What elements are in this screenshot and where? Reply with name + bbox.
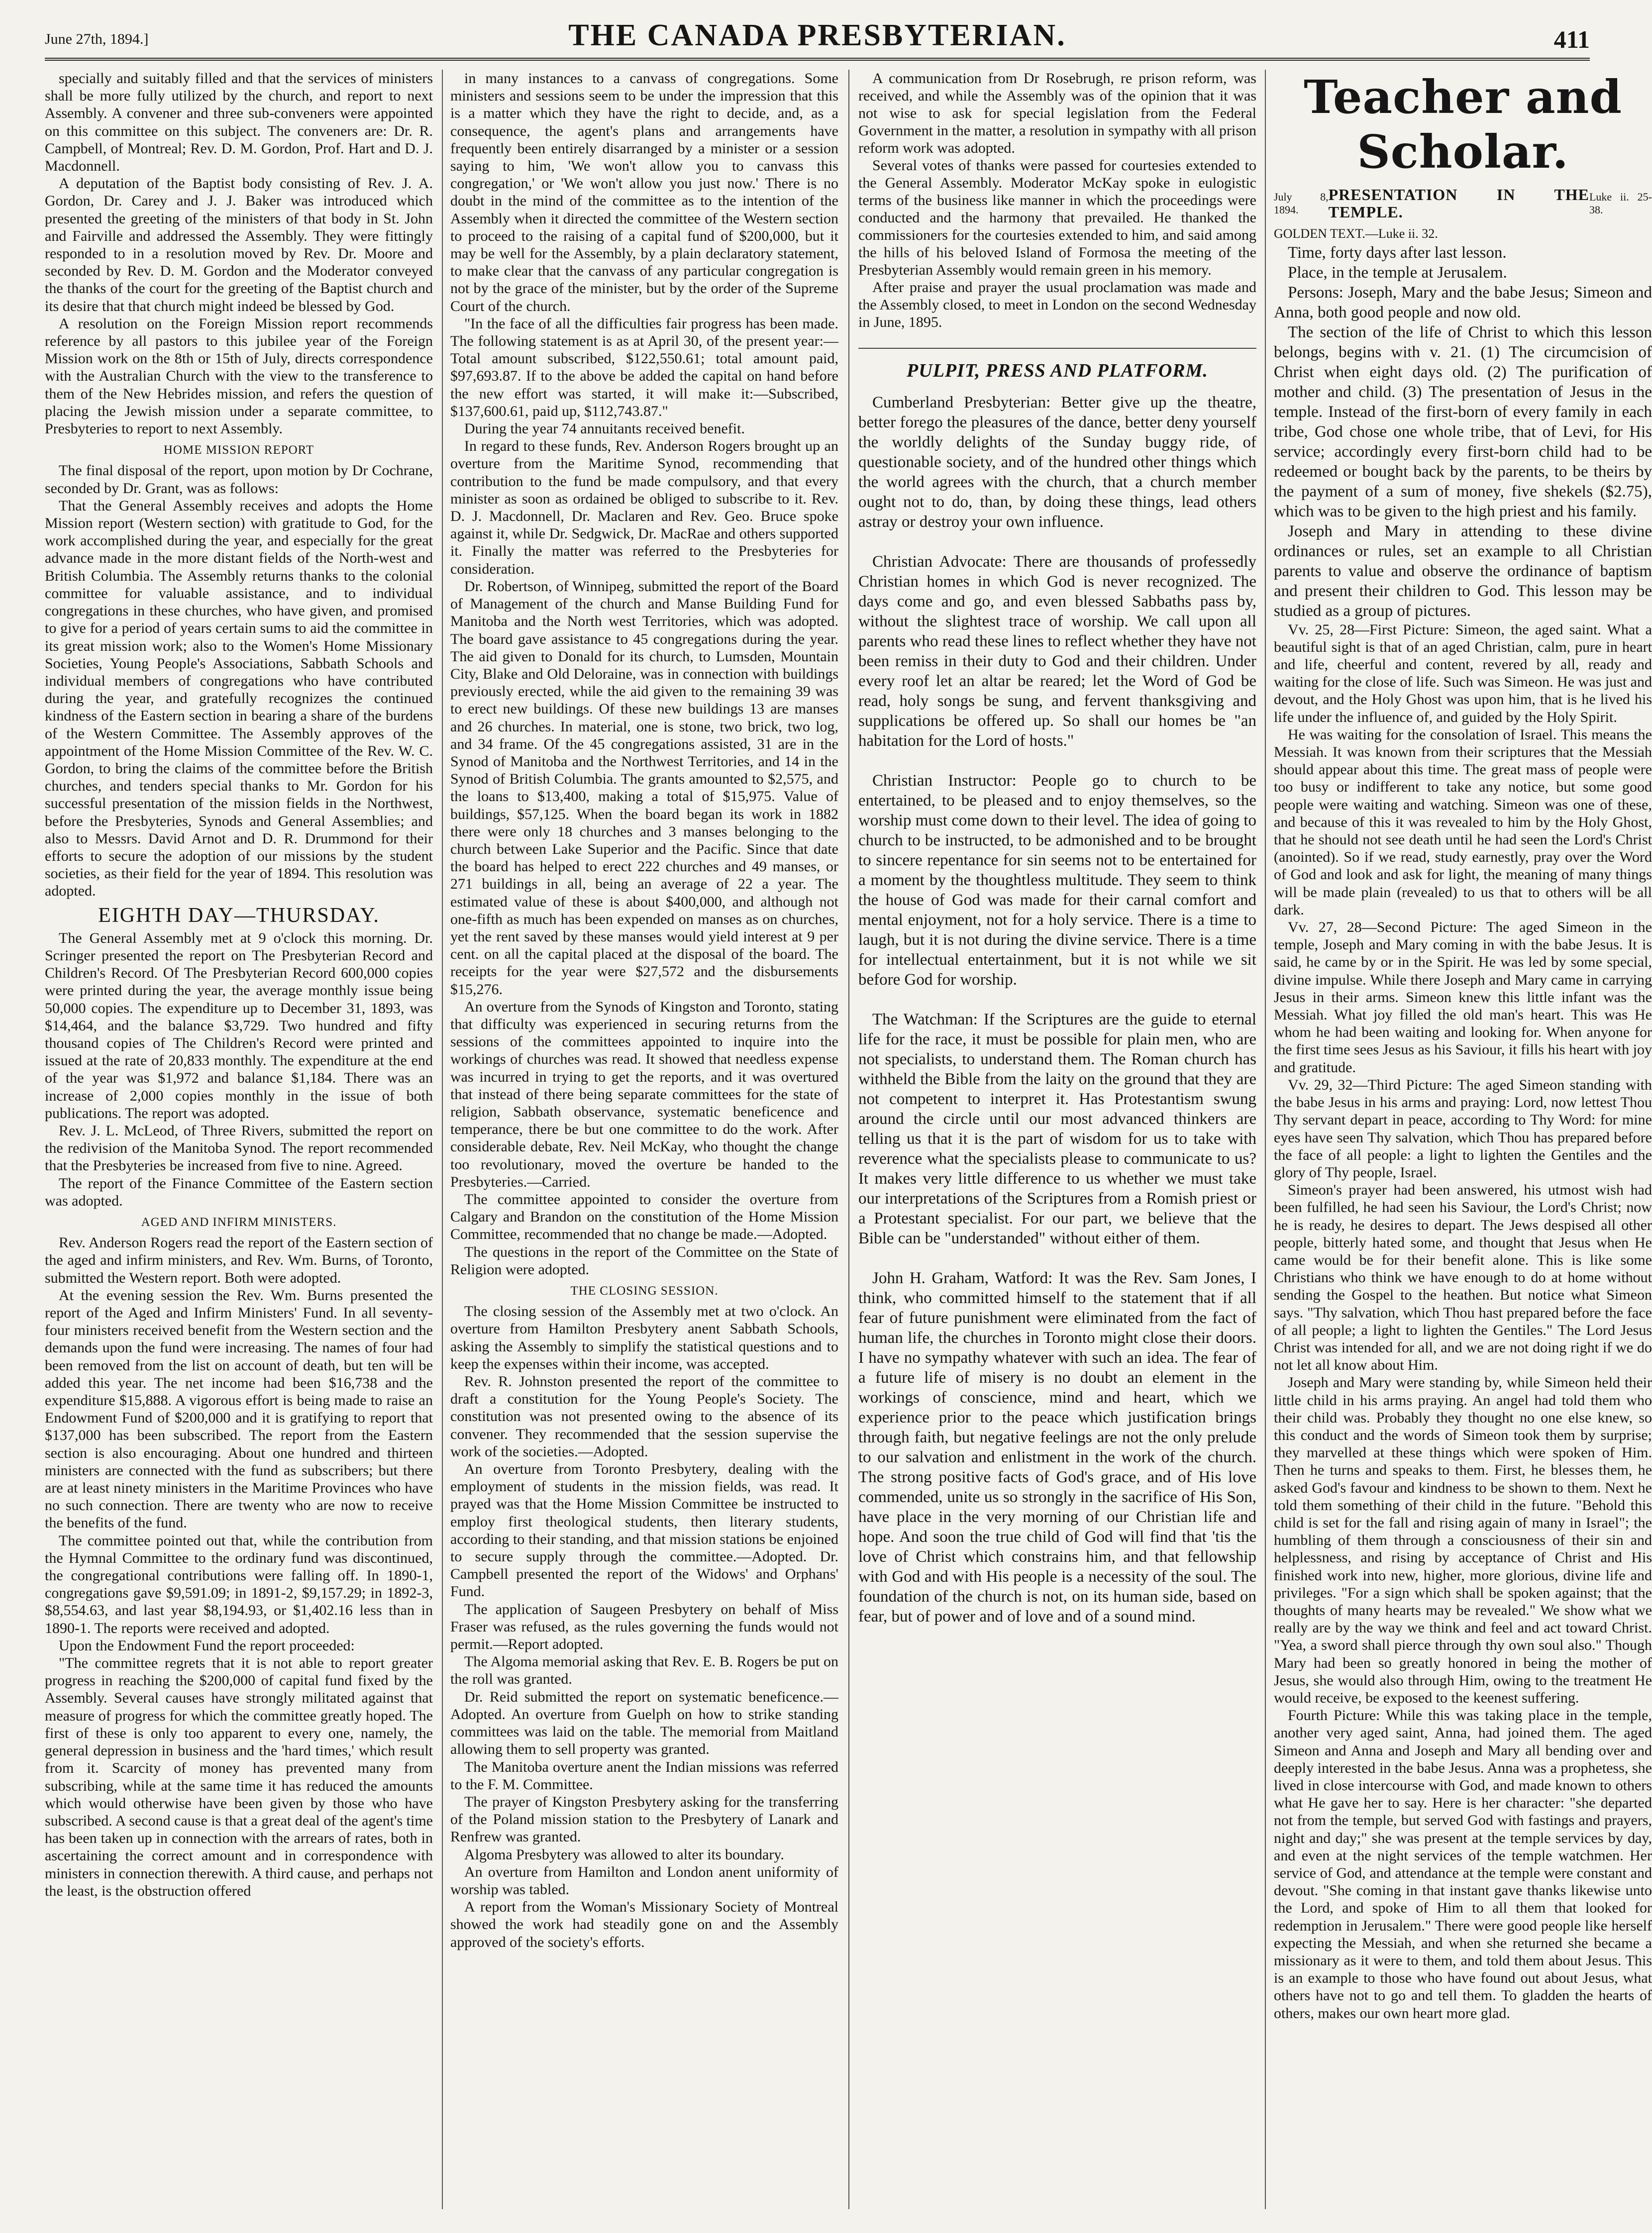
paragraph: During the year 74 annuitants received benefit. <box>464 420 745 437</box>
paragraph: The closing session of the Assembly met at two o'clock. An overture from Hamilton Presbytery anent Sabbath Schools, asking the Assembly to simplify the statistical questions and to keep the expenses within their income, was accepted. <box>450 1303 838 1372</box>
lesson-date: July 8, 1894. <box>1274 191 1329 216</box>
paragraph: In regard to these funds, Rev. Anderson Rogers brought up an overture from the Maritime Synod, recommending that contribution to the fund be made compulsory, and that every minister as soon as ordained be obliged to subscribe to it. Rev. D. J. Macdonnell, Dr. Maclaren and Rev. Geo. Bruce spoke against it, while Dr. Sedgwick, Dr. MacRae and others supported it. Finally the matter was referred to the Presbyteries for consideration. <box>450 438 838 577</box>
paragraph: A deputation of the Baptist body consisting of Rev. J. A. Gordon, Dr. Carey and J. J. Baker was introduced which presented the greeting of the ministers of that body in St. John and Fairville and addressed the Assembly. They were fittingly responded to in a resolution moved by Rev. Dr. Moore and seconded by Rev. D. M. Gordon and the Moderator conveyed the thanks of the court for the greeting of the Baptist church and its desire that that church might indeed be blessed by God. <box>45 175 433 314</box>
paragraph: An overture from Toronto Presbytery, dealing with the employment of students in the mission fields, was read. It prayed was that the Home Mission Committee be instructed to employ first theological students, then literary students, according to their standing, and that mission stations be enjoined to secure supply through the committee.—Adopted. Dr. Campbell presented the report of the Widows' and Orphans' Fund. <box>450 1461 838 1600</box>
paragraph: "In the face of all the difficulties fair progress has been made. The following statement is as at April 30, of the present year:—Total amount subscribed, $122,550.61; total amount paid, $97,693.87. If to the above be added the capital on hand before the new effort was started, it will make it:—Subscribed, $137,600.61, paid up, $112,743.87." <box>450 315 838 419</box>
department-title: Teacher and Scholar. <box>1304 70 1622 179</box>
paragraph: Persons: Joseph, Mary and the babe Jesus; Simeon and Anna, both good people and now old. <box>1274 283 1652 321</box>
paragraph: The application of Saugeen Presbytery on behalf of Miss Fraser was refused, as the rules governing the funds would not permit.—Report adopted. <box>450 1601 838 1653</box>
lesson-reference: Luke ii. 25-38. <box>1589 191 1652 216</box>
paragraph: Joseph and Mary in attending to these divine ordinances or rules, set an example to all Christian parents to value and observe the ordinance of baptism and present their children to God. This lesson may be studied as a group of pictures. <box>1274 522 1652 620</box>
paragraph: The committee pointed out that, while the contribution from the Hymnal Committee to the ordinary fund was discontinued, the congregational contributions were falling off. In 1890-1, congregations gave $9,591.09; in 1891-2, $9,157.29; in 1892-3, $8,554.63, and last year $8,194.93, or $1,402.16 less than in 1890-1. The reports were received and adopted. <box>45 1532 433 1636</box>
paragraph: The prayer of Kingston Presbytery asking for the transferring of the Poland mission station to the Presbytery of Lanark and Renfrew was granted. <box>450 1793 838 1845</box>
paragraph: An overture from the Synods of Kingston and Toronto, stating that difficulty was experienced in securing returns from the sessions of the committees appointed to inquire into the workings of churches was read. It showed that needless expense was incurred in trying to get the reports, and it was overtured that instead of there being separate committees for the state of religion, Sabbath observance, systematic beneficence and temperance, there be but one committee to do the work. After considerable debate, Rev. Neil McKay, who thought the change too revolutionary, moved the overture be handed to the Presbyteries.—Carried. <box>450 998 838 1190</box>
paragraph: Algoma Presbytery was allowed to alter its boundary. <box>464 1846 784 1863</box>
paragraph: Time, forty days after last lesson. <box>1288 243 1507 262</box>
column-rule <box>848 70 849 2209</box>
section-heading: PULPIT, PRESS AND PLATFORM. <box>858 348 1256 381</box>
column-3 <box>858 70 1256 2219</box>
paragraph: Vv. 25, 28—First Picture: Simeon, the aged saint. What a beautiful sight is that of an aged Christian, calm, pure in heart and life, cheerful and content, revered by all, ready and waiting for the close of life. Such was Simeon. He was just and devout, and the Holy Ghost was upon him, that is he lived his life under the influence of, and guided by the Holy Spirit. <box>1274 621 1652 725</box>
paragraph: Christian Advocate: There are thousands of professedly Christian homes in which God is never recognized. The days come and go, and even blessed Sabbaths pass by, without the slightest trace of worship. We call upon all parents who read these lines to reflect whether they have not been remiss in their duty to God and their children. Under every roof let an altar be reared; let the Word of God be read, holy songs be sung, and fervent thanksgiving and supplications be offered up. So shall our homes be "an habitation for the Lord of hosts." <box>858 553 1256 750</box>
column-1 <box>45 70 433 2219</box>
paragraph: A report from the Woman's Missionary Society of Montreal showed the work had steadily gone on and the Assembly approved of the society's efforts. <box>450 1899 838 1950</box>
paragraph: A resolution on the Foreign Mission report recommends reference by all pastors to this jubilee year of the Foreign Mission work on the 8th or 15th of July, directs correspondence with the Australian Church with the view to the transference to them of the New Hebrides mission, and refers the question of placing the Jewish mission under a separate committee, to Presbyteries to report to next Assembly. <box>45 315 433 437</box>
paragraph: The section of the life of Christ to which this lesson belongs, begins with v. 21. (1) The circumcision of Christ when eight days old. (2) The purification of mother and child. (3) The presentation of Jesus in the temple. Instead of the first-born of every family in each tribe, God chose one whole tribe, that of Levi, for His service; accordingly every first-born child had to be redeemed or bought back by the parents, to be theirs by the payment of a sum of money, five shekels ($2.75), which was to be given to the high priest and his family. <box>1274 323 1652 520</box>
paragraph: The final disposal of the report, upon motion by Dr Cochrane, seconded by Dr. Grant, was as follows: <box>45 462 433 497</box>
section-heading: HOME MISSION REPORT <box>163 443 314 457</box>
paragraph: A communication from Dr Rosebrugh, re prison reform, was received, and while the Assembly was of the opinion that it was not wise to ask for special legislation from the Federal Government in the matter, a resolution in sympathy with all prison reform work was adopted. <box>858 70 1256 156</box>
paragraph: Dr. Robertson, of Winnipeg, submitted the report of the Board of Management of the church and Manse Building Fund for Manitoba and the North west Territories, which was adopted. The board gave assistance to 45 congregations during the year. The aid given to Donald for its church, to Lumsden, Mountain City, Blake and Old Deloraine, was in connection with buildings previously erected, while the aid given to the remaining 39 was to erect new buildings. Of these new buildings 13 are manses and 26 churches. In material, one is stone, two brick, two log, and 34 frame. Of the 45 congregations assisted, 31 are in the Synod of Manitoba and the Northwest Territories, and 14 in the Synod of British Columbia. The grants amounted to $2,575, and the loans to $13,400, making a total of $15,975. Value of buildings, $57,125. When the board began its work in 1882 there were only 18 churches and 3 manses belonging to the church between Lake Superior and the Pacific. Since that date the board has helped to erect 222 churches and 49 manses, or 271 buildings in all, being an average of 22 a year. The estimated value of these is about $400,000, and although not one-fifth as much has been expended on manses as on churches, yet the rent saved by these manses would yield interest at 9 per cent. on all the capital placed at the disposal of the board. The receipts for the year were $27,572 and the disbursements $15,276. <box>450 578 838 998</box>
section-heading: AGED AND INFIRM MINISTERS. <box>141 1216 337 1229</box>
paragraph: Rev. J. L. McLeod, of Three Rivers, submitted the report on the redivision of the Manitoba Synod. The report recommended that the Presbyteries be increased from five to nine. Agreed. <box>45 1122 433 1174</box>
column-rule <box>1265 70 1266 2209</box>
lesson-header <box>1274 186 1652 221</box>
paragraph: Place, in the temple at Jerusalem. <box>1288 263 1507 282</box>
paragraph: The Manitoba overture anent the Indian missions was referred to the F. M. Committee. <box>450 1758 838 1793</box>
paragraph: "The committee regrets that it is not able to report greater progress in reaching the $200,000 of capital fund fixed by the Assembly. Several causes have strongly militated against that measure of progress for which the committee greatly hoped. The first of these is only too apparent to every one, namely, the general depression in business and the 'hard times,' which result from it. Scarcity of money has prevented many from subscribing, while at the same time it has reduced the amounts which would otherwise have been given by those who have subscribed. A second cause is that a great deal of the agent's time has been taken up in connection with the arrears of rates, both in ascertaining the correct amount and in correspondence with ministers in connection therewith. A third cause, and perhaps not the least, is the obstruction offered <box>45 1655 433 1899</box>
section-heading: THE CLOSING SESSION. <box>570 1284 719 1298</box>
paragraph: The General Assembly met at 9 o'clock this morning. Dr. Scringer presented the report on The Presbyterian Record and Children's Record. Of The Presbyterian Record 600,000 copies were printed during the year, the average monthly issue being 50,000 copies. The expenditure up to December 31, 1893, was $14,464, and the balance $3,729. Two hundred and fifty thousand copies of The Children's Record were printed and issued at the rate of 20,833 monthly. The expenditure at the end of the year was $1,972 and balance $1,184. There was an increase of 2,000 copies monthly in the issue of both publications. The report was adopted. <box>45 929 433 1121</box>
paragraph: Dr. Reid submitted the report on systematic beneficence.—Adopted. An overture from Guelph on how to strike standing committees was laid on the table. The memorial from Maitland allowing them to sell property was granted. <box>450 1688 838 1758</box>
paragraph: An overture from Hamilton and London anent uniformity of worship was tabled. <box>450 1863 838 1898</box>
newspaper-title: THE CANADA PRESBYTERIAN. <box>568 18 1066 52</box>
paragraph: The questions in the report of the Committee on the State of Religion were adopted. <box>450 1243 838 1278</box>
paragraph: That the General Assembly receives and adopts the Home Mission report (Western section) with gratitude to God, for the work accomplished during the year, and especially for the great advance made in the more distant fields of the North-west and British Columbia. The Assembly returns thanks to the colonial committee for valuable assistance, and to individual congregations in these churches, who have given, and promised to give for a period of years certain sums to aid the committee in its great mission work; also to the Women's Home Missionary Societies, Young People's Associations, Sabbath Schools and individual members of congregations who have contributed during the year, and gratefully recognizes the continued kindness of the Eastern section in bearing a share of the burdens of the Western Committee. The Assembly approves of the appointment of the Home Mission Committee of the Rev. W. C. Gordon, to bring the claims of the committee before the British churches, and tenders special thanks to Mr. Gordon for his successful presentation of the mission fields in the Northwest, before the Presbyteries, Synods and General Assemblies; and also to Messrs. David Arnot and D. R. Drummond for their efforts to secure the adoption of our missions by the student societies, as their field for the year of 1894. This resolution was adopted. <box>45 497 433 900</box>
paragraph: Several votes of thanks were passed for courtesies extended to the General Assembly. Moderator McKay spoke in eulogistic terms of the business like manner in which the proceedings were conducted and the harmony that prevailed. He thanked the commissioners for the courtesies extended to him, and said among the hills of his beloved Island of Formosa the meeting of the Presbyterian Assembly would remain green in his memory. <box>858 157 1256 278</box>
page-number: 411 <box>1553 25 1590 53</box>
issue-date: June 27th, 1894.] <box>45 31 149 47</box>
paragraph: Rev. R. Johnston presented the report of the committee to draft a constitution for the Young People's Society. The constitution was not presented owing to the absence of its convener. They recommended that the session supervise the work of the societies.—Adopted. <box>450 1373 838 1460</box>
paragraph: Vv. 27, 28—Second Picture: The aged Simeon in the temple, Joseph and Mary coming in with the babe Jesus. It is said, he came by or in the Spirit. He was led by some special, divine impulse. While there Joseph and Mary came in carrying Jesus in their arms. Simeon knew this little infant was the Messiah. What joy filled the old man's heart. This was He whom he had been waiting and looking for. When anyone for the first time sees Jesus as his Saviour, it fills his heart with joy and gratitude. <box>1274 919 1652 1076</box>
column-rule <box>442 70 443 2209</box>
masthead <box>45 9 1590 61</box>
paragraph: John H. Graham, Watford: It was the Rev. Sam Jones, I think, who committed himself to the statement that if all fear of future punishment were eliminated from the fact of human life, the churches in Toronto might close their doors. I have no sympathy whatever with such an idea. The fear of a future life of misery is no doubt an element in the workings of conscience, mind and heart, which we experience prior to the peace which justification brings through faith, but negative feelings are not the only prelude to our salvation and enlistment in the work of the church. The strong positive facts of God's grace, and of His love commended, unite us so strongly in the sacrifice of His Son, have place in the very morning of our Christian life and hope. And soon the true child of God will find that 'tis the love of Christ which constrains him, and that fellowship with God and with His people is a necessity of the soul. The foundation of the church is not, on its human side, based on fear, but of power and of love and of a sound mind. <box>858 1269 1256 1625</box>
paragraph: Rev. Anderson Rogers read the report of the Eastern section of the aged and infirm ministers, and Rev. Wm. Burns, of Toronto, submitted the Western report. Both were adopted. <box>45 1234 433 1286</box>
paragraph: Fourth Picture: While this was taking place in the temple, another very aged saint, Anna, had joined them. The aged Simeon and Anna and Joseph and Mary all bending over and deeply interested in the babe Jesus. Anna was a prophetess, she lived in close intercourse with God, and made known to others what He gave her to say. Here is her character: "she departed not from the temple, but served God with fastings and prayers, night and day;" she was present at the temple services by day, and even at the night services of the temple watchmen. Her service of God, and attendance at the temple were constant and devout. "She coming in that instant gave thanks likewise unto the Lord, and spoke of Him to all them that looked for redemption in Jerusalem." There were good people like herself expecting the Messiah, and when she returned she became a missionary as it were to them, and told them about Jesus. This is an example to those who have found out about Jesus, what others have not to go and tell them. To gladden the hearts of others, makes our own heart more glad. <box>1274 1707 1652 2022</box>
paragraph: Joseph and Mary were standing by, while Simeon held their little child in his arms praying. An angel had told them who their child was. Probably they thought no one else knew, so this conduct and the words of Simeon took them by surprise; they marvelled at these things which were spoken of Him. Then he turns and speaks to them. First, he blesses them, he asked God's favour and kindness to be shown to them. Next he told them something of their child in the future. "Behold this child is set for the fall and rising again of many in Israel"; the humbling of them through a consciousness of their sin and helplessness, and rising by acceptance of Christ and His finished work into new, higher, more glorious, divine life and privileges. "For a sign which shall be spoken against; that the thoughts of many hearts may be revealed." We show what we really are by the way we think and feel and act toward Christ. "Yea, a sword shall pierce through thy own soul also." Though Mary had been so greatly honored in being the mother of Jesus, she would also through Him, owing to the treatment He would receive, be exposed to the keenest suffering. <box>1274 1374 1652 1706</box>
section-heading: EIGHTH DAY—THURSDAY. <box>98 904 380 927</box>
paragraph: in many instances to a canvass of congregations. Some ministers and sessions seem to be under the impression that this is a matter which they have the right to decide, and, as a consequence, the agent's plans and arrangements have frequently been entirely disarranged by a minister or a session saying to him, 'We won't allow you to canvass this congregation,' or 'We won't allow you just now.' There is no doubt in the mind of the committee as to the intention of the Assembly when it directed the committee of the Western section to proceed to the raising of a capital fund of $200,000, but it may be well for the Assembly, by a plain declaratory statement, to make clear that the canvass of any particular congregation is not by the grace of the minister, but by the order of the Supreme Court of the church. <box>450 70 838 314</box>
paragraph: Cumberland Presbyterian: Better give up the theatre, better forego the pleasures of the dance, better deny yourself the worldly delights of the Sunday buggy ride, of questionable society, and of the hundred other things which the world agrees with the church, that a church member ought not to do, than, by doing these things, lead others astray or destroy your own influence. <box>858 394 1256 531</box>
paragraph: Upon the Endowment Fund the report proceeded: <box>59 1637 355 1654</box>
paragraph: specially and suitably filled and that the services of ministers shall be more fully utilized by the church, and report to next Assembly. A convener and three sub-conveners were appointed on this committee on this subject. The conveners are: Dr. R. Campbell, of Montreal; Rev. D. M. Gordon, Prof. Hart and D. J. Macdonnell. <box>45 70 433 175</box>
column-4 <box>1274 70 1652 2219</box>
paragraph: The Watchman: If the Scriptures are the guide to eternal life for the race, it must be possible for plain men, who are not specialists, to understand them. The Roman church has withheld the Bible from the laity on the ground that they are not competent to interpret it. Has Protestantism swung around the circle until our most advanced thinkers are telling us that it is the part of wisdom for us to take with reverence what the specialists please to communicate to us? It makes very little difference to us whether we must take our interpretations of the Scriptures from a Romish priest or a Protestant specialist. For our part, we believe that the Bible can be "understanded" without either of them. <box>858 1011 1256 1247</box>
paragraph: He was waiting for the consolation of Israel. This means the Messiah. It was known from their scriptures that the Messiah should appear about this time. The great mass of people were too busy or indifferent to take any notice, but some good people were waiting and watching. Simeon was one of these, and because of this it was revealed to him by the Holy Ghost, that he should not see death until he had seen the Lord's Christ (anointed). So if we read, study earnestly, pray over the Word of God and look and ask for light, the meaning of many things will be made plain (revealed) to us that to others will be all dark. <box>1274 726 1652 918</box>
paragraph: The report of the Finance Committee of the Eastern section was adopted. <box>45 1175 433 1209</box>
column-2 <box>450 70 838 2219</box>
paragraph: At the evening session the Rev. Wm. Burns presented the report of the Aged and Infirm Ministers' Fund. In all seventy-four ministers received benefit from the Western section and the demands upon the fund were increasing. The names of four had been removed from the list on account of death, but ten will be added this year. The net income had been $16,738 and the expenditure $15,888. A vigorous effort is being made to raise an Endowment Fund of $200,000 and it is gratifying to report that $137,000 has been subscribed. The report from the Eastern section is also encouraging. About one hundred and thirteen ministers are connected with the fund as subscribers; but there are at least ninety ministers in the Maritime Provinces who have no such connection. There are twenty who are now to receive the benefits of the fund. <box>45 1287 433 1531</box>
paragraph: After praise and prayer the usual proclamation was made and the Assembly closed, to meet in London on the second Wednesday in June, 1895. <box>858 279 1256 330</box>
golden-text: GOLDEN TEXT.—Luke ii. 32. <box>1274 226 1438 241</box>
lesson-title: PRESENTATION IN THE TEMPLE. <box>1328 186 1589 221</box>
paragraph: Vv. 29, 32—Third Picture: The aged Simeon standing with the babe Jesus in his arms and praying: Lord, now lettest Thou Thy servant depart in peace, according to Thy Word: for mine eyes have seen Thy salvation, which Thou has prepared before the face of all people: a light to lighten the Gentiles and the glory of Thy people, Israel. <box>1274 1076 1652 1181</box>
paragraph: The Algoma memorial asking that Rev. E. B. Rogers be put on the roll was granted. <box>450 1653 838 1688</box>
paragraph: Christian Instructor: People go to church to be entertained, to be pleased and to enjoy themselves, so the worship must come down to their level. The idea of going to church to be instructed, to be admonished and to be brought to sincere repentance for sin seems not to be entertained for a moment by the thoughtless multitude. They seem to think the house of God was made for their carnal comfort and mental enjoyment, not for a holy service. There is a time to laugh, but it is not during the divine service. There is a time for intellectual entertainment, but it is not while we sit before God for worship. <box>858 772 1256 989</box>
paragraph: The committee appointed to consider the overture from Calgary and Brandon on the constitution of the Home Mission Committee, recommended that no change be made.—Adopted. <box>450 1191 838 1243</box>
paragraph: Simeon's prayer had been answered, his utmost wish had been fulfilled, he had seen his Saviour, the Lord's Christ; now he is ready, he desires to depart. The Jews despised all other people, bitterly hated some, and thought that Jesus when He came would be for their benefit alone. This is like some Christians who think we have enough to do at home without sending the Gospel to the heathen. But notice what Simeon says. "Thy salvation, which Thou hast prepared before the face of all people; a light to lighten the Gentiles." The Lord Jesus Christ was intended for all, and we are not doing right if we do not let all know about Him. <box>1274 1182 1652 1374</box>
